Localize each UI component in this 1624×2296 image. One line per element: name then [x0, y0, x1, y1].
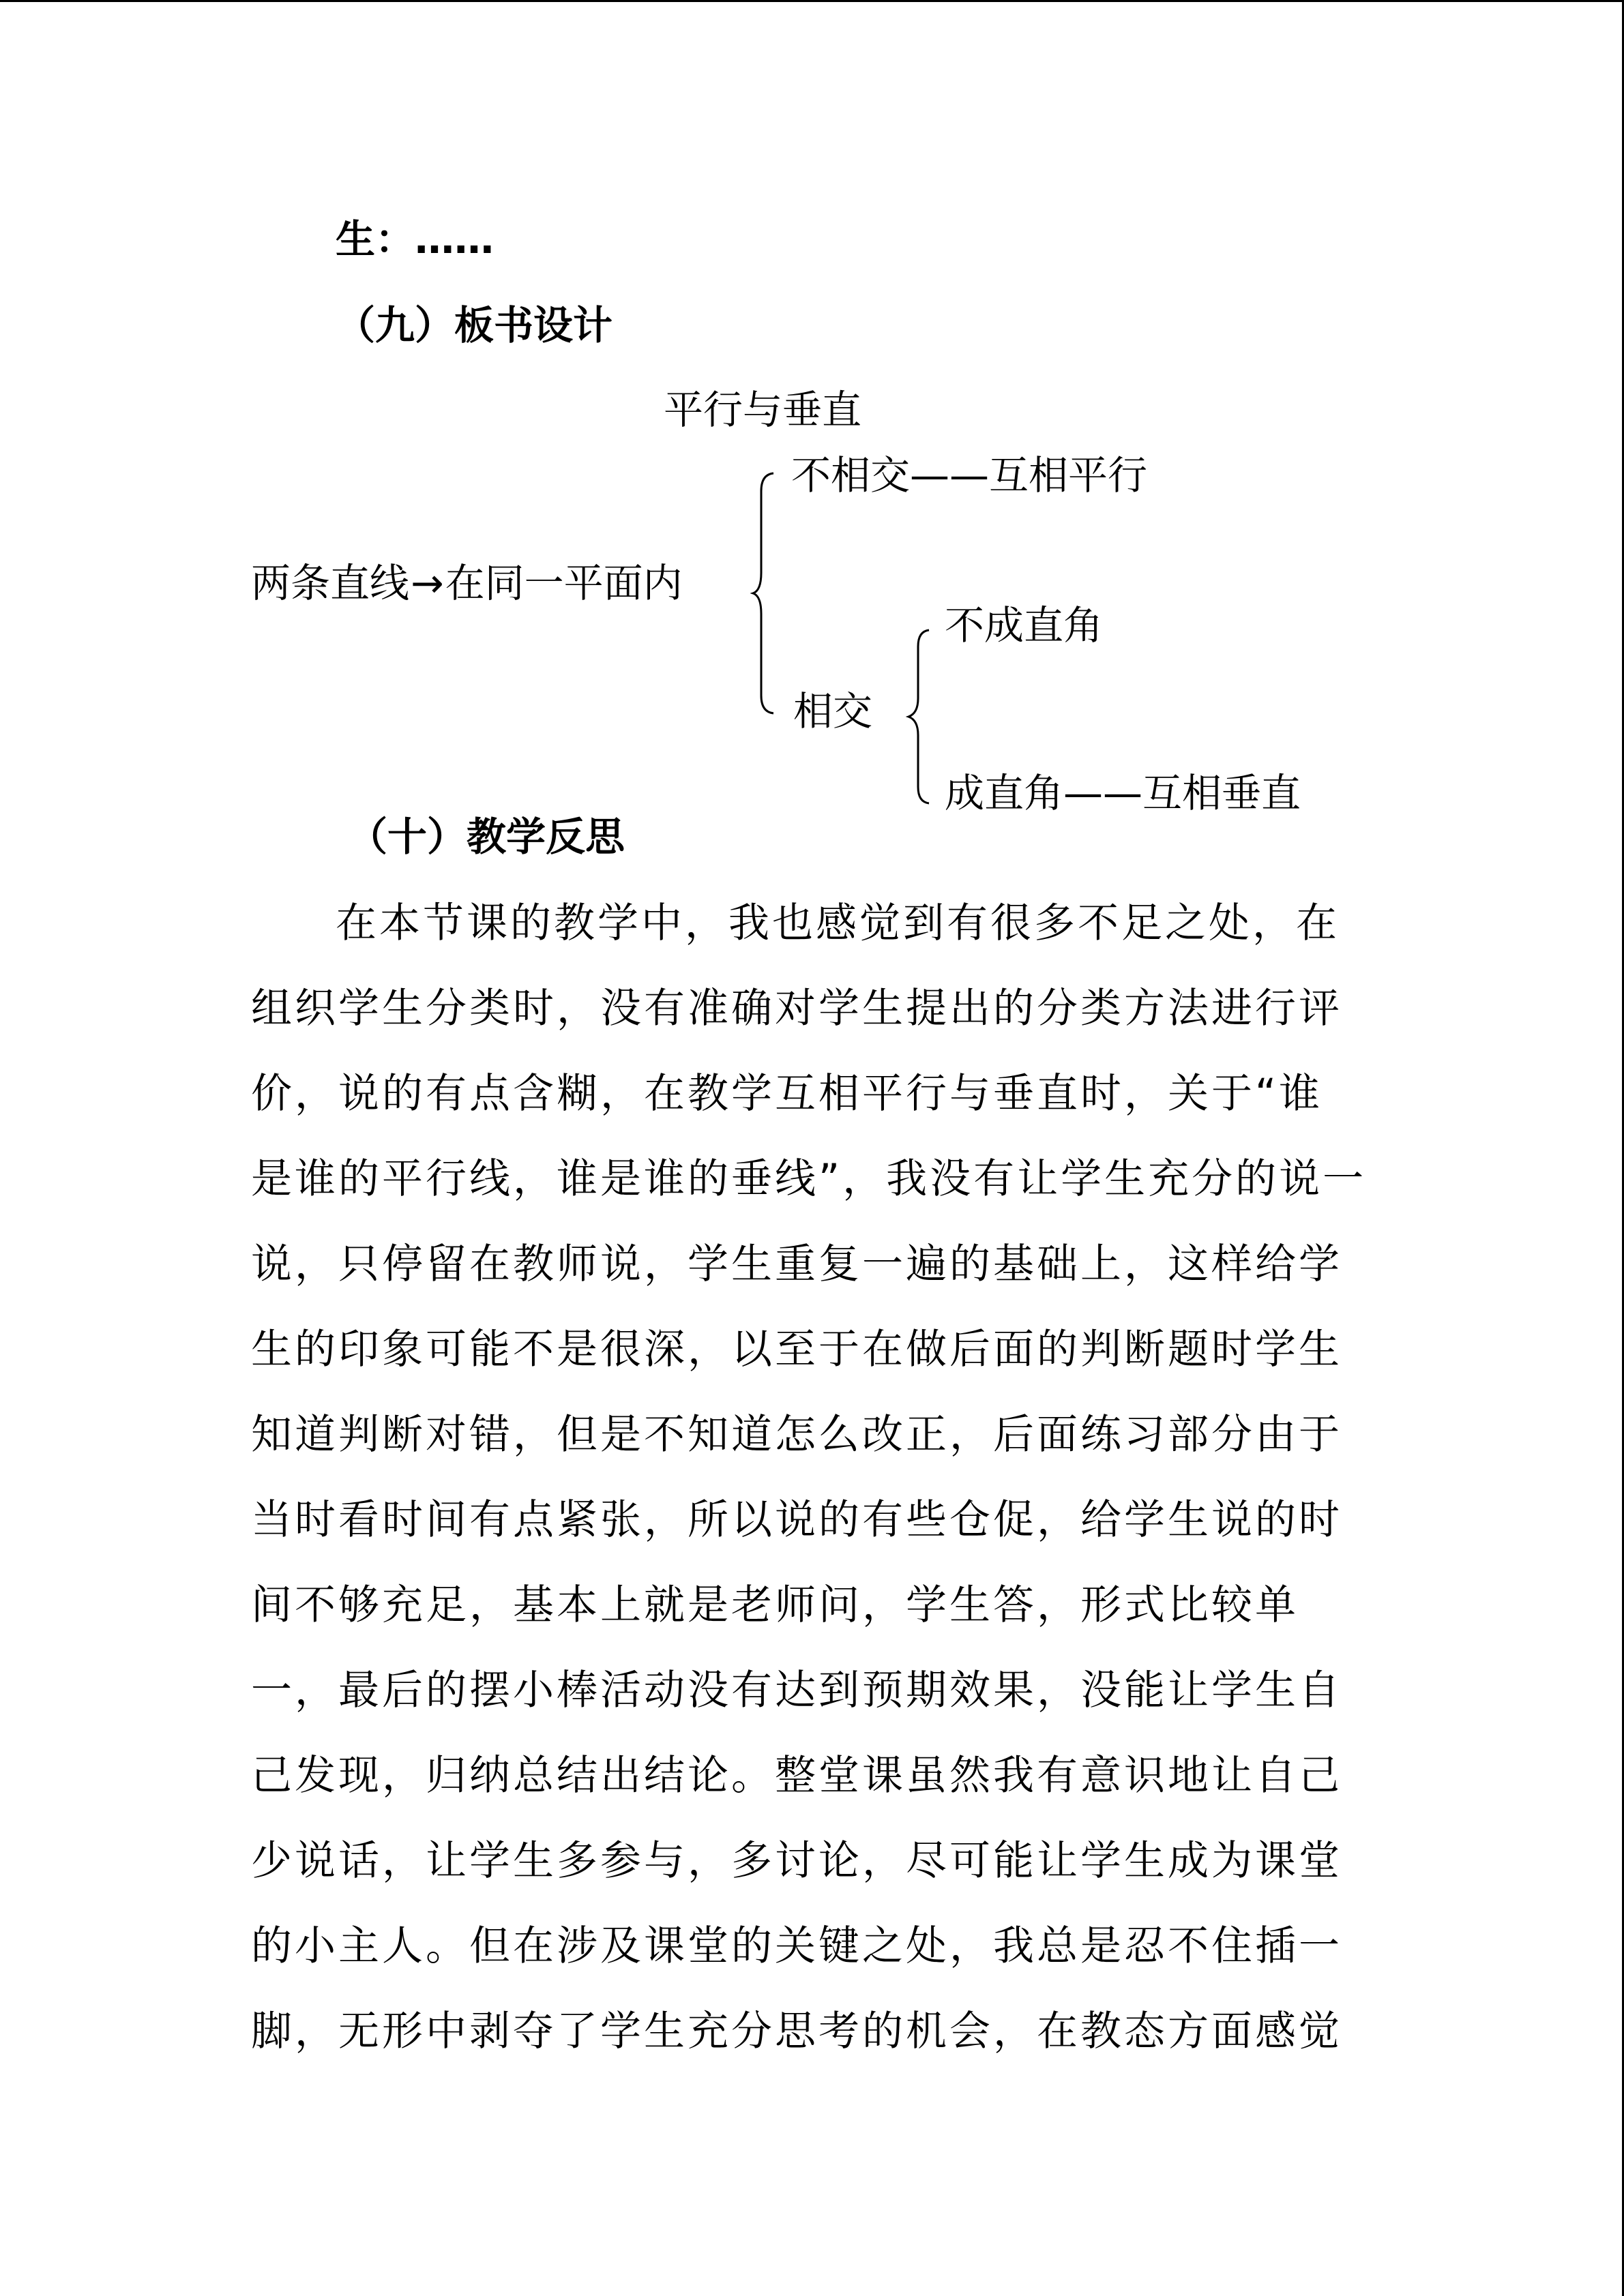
paragraph-line: 价，说的有点含糊，在教学互相平行与垂直时，关于“谁: [251, 1070, 1323, 1118]
paragraph-line: 少说话，让学生多参与，多讨论，尽可能让学生成为课堂: [251, 1837, 1342, 1885]
paragraph-line: 说，只停留在教师说，学生重复一遍的基础上，这样给学: [251, 1240, 1342, 1288]
paragraph-line: 的小主人。但在涉及课堂的关键之处，我总是忍不住插一: [251, 1922, 1342, 1970]
student-line: 生：……: [336, 216, 494, 263]
small-brace: [906, 627, 933, 806]
board-right-angle: 成直角——互相垂直: [945, 770, 1301, 816]
paragraph-line: 组织学生分类时，没有准确对学生提出的分类方法进行评: [251, 985, 1342, 1032]
board-not-intersect: 不相交——互相平行: [791, 452, 1148, 498]
paragraph-line: 知道判断对错，但是不知道怎么改正，后面练习部分由于: [251, 1411, 1342, 1459]
large-brace: [750, 471, 778, 716]
arrow-icon: →: [411, 560, 444, 606]
paragraph-line: 当时看时间有点紧张，所以说的有些仓促，给学生说的时: [251, 1496, 1342, 1544]
page-border-top: [0, 0, 1624, 2]
paragraph-line: 是谁的平行线，谁是谁的垂线”，我没有让学生充分的说一: [251, 1155, 1367, 1203]
paragraph-line: 己发现，归纳总结出结论。整堂课虽然我有意识地让自己: [251, 1752, 1342, 1800]
paragraph-line: 生的印象可能不是很深，以至于在做后面的判断题时学生: [251, 1326, 1342, 1373]
paragraph-line: 在本节课的教学中，我也感觉到有很多不足之处，在: [336, 899, 1340, 947]
board-not-right-angle: 不成直角: [945, 602, 1104, 648]
section-9-heading: （九）板书设计: [336, 302, 613, 348]
section-10-heading: （十）教学反思: [348, 814, 625, 860]
paragraph-line: 脚，无形中剥夺了学生充分思考的机会，在教态方面感觉: [251, 2008, 1342, 2055]
paragraph-line: 一，最后的摆小棒活动没有达到预期效果，没能让学生自: [251, 1667, 1342, 1714]
board-plane: 在同一平面内: [445, 560, 683, 606]
board-root: 两条直线: [251, 560, 410, 606]
paragraph-line: 间不够充足，基本上就是老师问，学生答，形式比较单: [251, 1581, 1299, 1629]
board-intersect: 相交: [793, 688, 873, 734]
board-root-label: [251, 560, 683, 606]
board-title: 平行与垂直: [664, 387, 862, 433]
